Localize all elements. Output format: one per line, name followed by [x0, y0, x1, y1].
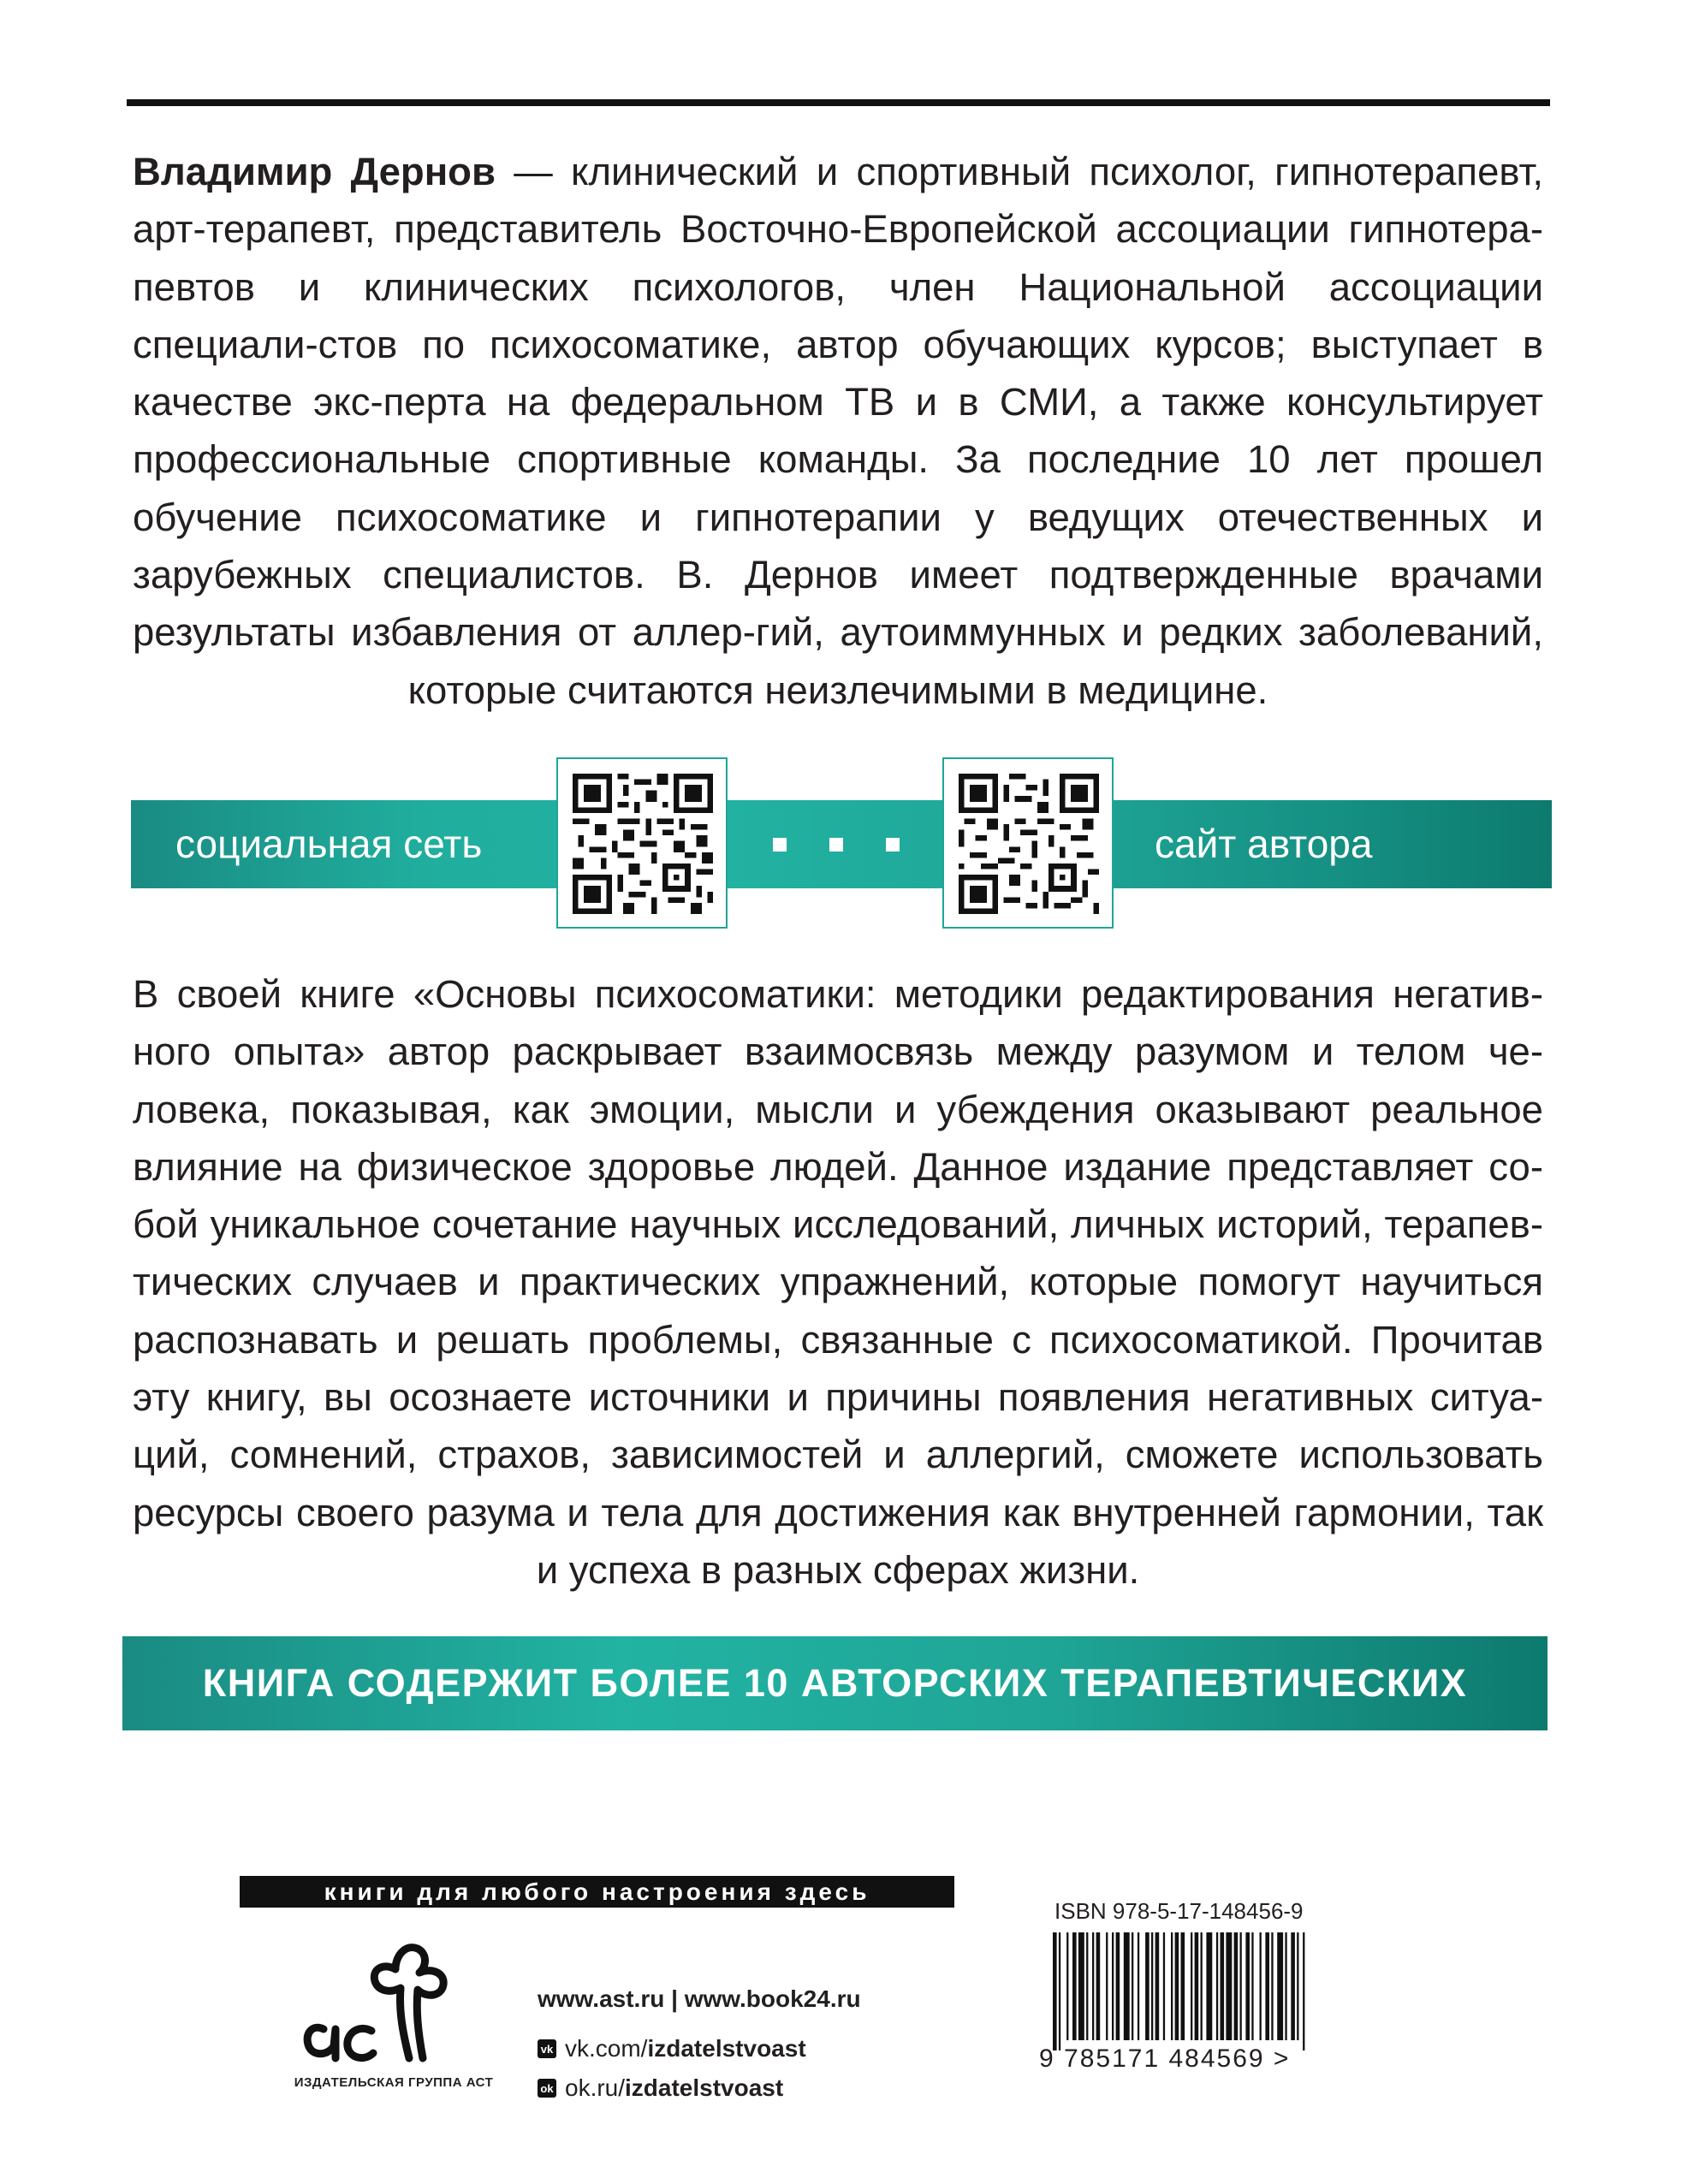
author-name: Владимир Дернов: [133, 150, 496, 193]
vk-link-prefix: vk.com/: [565, 2035, 648, 2062]
ok-icon: ok: [538, 2079, 556, 2098]
author-bio: [133, 143, 1543, 719]
separator-dot: [773, 838, 787, 852]
top-rule: [127, 99, 1550, 106]
social-network-qr-code[interactable]: [556, 757, 728, 929]
barcode-bar: [1285, 1932, 1286, 2040]
barcode-bar: [1059, 1932, 1060, 2050]
moods-slogan-bar: книги для любого настроения здесь: [240, 1876, 954, 1908]
barcode-bar: [1092, 1932, 1094, 2040]
barcode-bar: [1201, 1932, 1203, 2040]
barcode-bar: [1277, 1932, 1283, 2040]
ok-link[interactable]: [538, 2068, 861, 2108]
publisher-label: ИЗДАТЕЛЬСКАЯ ГРУППА АСТ: [294, 2075, 494, 2090]
barcode-bar: [1066, 1932, 1068, 2040]
barcode-bar: [1072, 1932, 1077, 2040]
vk-link[interactable]: [538, 2029, 861, 2068]
author-site-qr-code[interactable]: [942, 757, 1114, 929]
barcode-bar: [1251, 1932, 1253, 2040]
barcode-bar: [1206, 1932, 1212, 2040]
barcode-bar: [1053, 1932, 1057, 2050]
social-network-label: социальная сеть: [175, 822, 483, 866]
barcode-bar: [1297, 1932, 1298, 2040]
separator-dot: [829, 838, 843, 852]
websites-link[interactable]: www.ast.ru | www.book24.ru: [538, 1985, 861, 2012]
barcode-bar: [1216, 1932, 1218, 2040]
barcode-bar: [1145, 1932, 1149, 2040]
ast-logo-icon: [289, 1928, 478, 2074]
barcode-bar: [1155, 1932, 1160, 2040]
social-band: [131, 800, 1552, 888]
barcode-bar: [1096, 1932, 1101, 2040]
barcode-bar: [1175, 1932, 1179, 2040]
barcode-bar: [1138, 1932, 1139, 2040]
barcode-bar: [1260, 1932, 1262, 2040]
barcode-bar: [1195, 1932, 1199, 2040]
barcode-bar: [1245, 1932, 1250, 2040]
barcode-bar: [1265, 1932, 1269, 2040]
ok-link-prefix: ok.ru/: [565, 2074, 626, 2101]
author-bio-text: — клинический и спортивный психолог, гипнотерапевт, арт-терапевт, представитель Восточно-Европейской ассоциации гипнотера-певтов и клинических психологов, член Национальной ассоциации специали-стов по психосоматике, автор обучающих курсов; выступает в качестве экс-перта на федеральном ТВ и в СМИ, а также консультирует профессиональные спортивные команды. За последние 10 лет прошел обучение психосоматике и гипнотерапии у ведущих отечественных и зарубежных специалистов. В. Дернов имеет подтвержденные врачами результаты избавления от аллер-гий, аутоиммунных и редких заболеваний, которые считаются неизлечимыми в медицине.: [133, 150, 1543, 712]
barcode-icon: [1044, 1932, 1387, 2052]
isbn-number: ISBN 978-5-17-148456-9: [1054, 1898, 1304, 1924]
barcode-bar: [1151, 1932, 1153, 2040]
vk-icon: vk: [538, 2039, 556, 2058]
separator-dot: [886, 838, 900, 852]
barcode-bar: [1221, 1932, 1225, 2040]
barcode-bar: [1116, 1932, 1120, 2040]
barcode-bar: [1181, 1932, 1185, 2040]
feature-banner: КНИГА СОДЕРЖИТ БОЛЕЕ 10 АВТОРСКИХ ТЕРАПЕВТИЧЕСКИХ ГИПНОМЕДИТАЦИЙ: [122, 1636, 1548, 1730]
barcode-bar: [1226, 1932, 1232, 2040]
barcode-bar: [1112, 1932, 1114, 2040]
barcode-bar: [1086, 1932, 1088, 2040]
barcode-bar: [1234, 1932, 1239, 2040]
barcode-bar: [1171, 1932, 1173, 2040]
separator-dots: [773, 838, 900, 852]
isbn-block: [1044, 1898, 1391, 2052]
barcode-bar: [1303, 1932, 1304, 2050]
barcode-bar: [1078, 1932, 1084, 2040]
barcode-bar: [1240, 1932, 1242, 2040]
barcode-bar: [1271, 1932, 1273, 2040]
barcode-bar: [1163, 1932, 1165, 2040]
ok-link-handle: izdatelstvoast: [625, 2074, 784, 2101]
book-description: В своей книге «Основы психосоматики: методики редактирования негатив-ного опыта» автор раскрывает взаимосвязь между разумом и телом че-ловека, показывая, как эмоции, мысли и убеждения оказывают реальное влияние на физическое здоровье людей. Данное издание представляет со-бой уникальное сочетание научных исследований, личных историй, терапев-тических случаев и практических упражнений, которые помогут научиться распознавать и решать проблемы, связанные с психосоматикой. Прочитав эту книгу, вы осознаете источники и причины появления негативных ситуа-ций, сомнений, страхов, зависимостей и аллергий, сможете использовать ресурсы своего разума и тела для достижения как внутренней гармонии, так и успеха в разных сферах жизни.: [133, 972, 1543, 1592]
barcode-bar: [1124, 1932, 1130, 2040]
vk-link-handle: izdatelstvoast: [647, 2035, 806, 2062]
qr-code-icon: [959, 774, 1099, 914]
barcode-bar: [1291, 1932, 1295, 2040]
author-site-label: сайт автора: [1155, 822, 1373, 866]
barcode-bar: [1132, 1932, 1133, 2040]
barcode-bar: [1106, 1932, 1108, 2040]
qr-code-icon: [573, 774, 713, 914]
barcode-bar: [1191, 1932, 1192, 2040]
publisher-links: [538, 1979, 861, 2108]
barcode-digits: 9 785171 484569 >: [1039, 2045, 1291, 2073]
